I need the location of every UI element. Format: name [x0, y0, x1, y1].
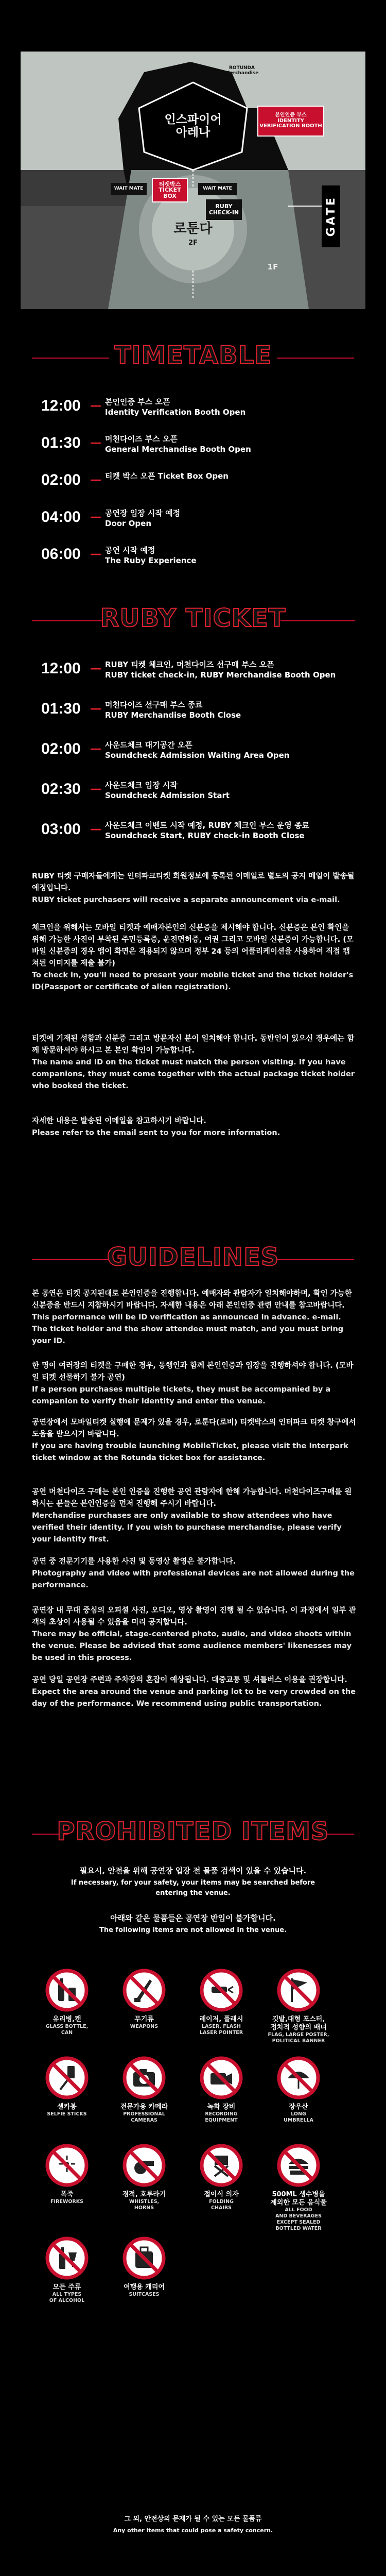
prohibited-item-en: WHISTLES, HORNS [129, 2199, 160, 2211]
prohibited-item [262, 1968, 335, 2044]
ruby-paragraph-ko: 티켓에 기재된 성함과 신분증 그리고 방문자신 분이 일치해야 합니다. 동반인이 있으신 경우에는 함께 방문하셔야 하시고 본 본인 확인이 가능합니다. [32, 1035, 355, 1055]
guidelines-paragraph-en: Photography and video with professional devices are not allowed during the performance. [32, 1569, 355, 1589]
prohibited-item-en: GLASS BOTTLE, CAN [45, 2024, 89, 2036]
ruby-desc-ko: 사운드체크 입장 시작 [105, 781, 178, 790]
timetable-row [41, 397, 350, 417]
selfie-stick-icon [31, 2056, 103, 2100]
timetable-desc-ko: 머천다이즈 부스 오픈 [105, 434, 178, 444]
ruby-desc-en: Soundcheck Admission Start [105, 791, 230, 800]
timetable-desc-ko: 티켓 박스 오픈 Ticket Box Open [105, 471, 229, 481]
guidelines-title: GUIDELINES [107, 1243, 279, 1272]
guidelines-paragraph-ko: 공연 중 전문기기를 사용한 사진 및 동영상 촬영은 불가합니다. [32, 1557, 236, 1566]
ruby-paragraph [32, 1115, 356, 1139]
timetable-desc [105, 471, 350, 489]
venue-map-drawing [21, 52, 365, 309]
map-id-booth: 본인인증 부스 IDENTITY VERIFICATION BOOTH [257, 106, 324, 137]
prohibited-item-en: SUITCASES [129, 2292, 160, 2297]
prohibited-item [108, 2143, 180, 2211]
fireworks-icon [31, 2143, 103, 2188]
guidelines-paragraph [32, 1417, 356, 1464]
ruby-paragraph [32, 922, 356, 993]
timetable-desc-en: Identity Verification Booth Open [105, 408, 246, 417]
ruby-row [41, 700, 350, 720]
guidelines-paragraph-en: Merchandise purchases are only available to show attendees who have verified their identity. If you wish to purchase merchandise, please verify your identity first. [32, 1512, 342, 1544]
ruby-paragraph-en: Please refer to the email sent to you for more information. [32, 1129, 280, 1137]
prohibited-item [185, 1968, 257, 2036]
suitcase-icon [108, 2236, 180, 2280]
prohibited-item [262, 2056, 335, 2124]
ruby-desc [105, 659, 350, 680]
prohibited-intro-en2: entering the venue. [155, 1889, 231, 1897]
guidelines-paragraph-en: If you are having trouble launching MobileTicket, please visit the Interpark ticket window at the Rotunda ticket box for assistance. [32, 1442, 349, 1462]
ruby-desc-ko: 사운드체크 이벤트 시작 예정, RUBY 체크인 부스 운영 종료 [105, 821, 309, 830]
ruby-time: 12:00 [41, 660, 81, 677]
timetable-time: 04:00 [41, 509, 81, 526]
timetable-desc [105, 545, 350, 566]
timetable-desc [105, 434, 350, 454]
ruby-dash: — [90, 783, 101, 795]
ruby-dash: — [90, 742, 101, 755]
guidelines-paragraph-ko: 한 명이 여러장의 티켓을 구매한 경우, 동행인과 함께 본인인증과 입장을 진행하셔야 합니다. (모바일 티켓 선물하기 불가 공연) [32, 1362, 354, 1382]
guidelines-paragraph [32, 1486, 356, 1546]
ruby-dash: — [90, 823, 101, 836]
prohibited-item [108, 2056, 180, 2124]
camera-icon [108, 2056, 180, 2100]
prohibited-foot-ko: 그 외, 안전상의 문제가 될 수 있는 모든 물품류 [124, 2515, 262, 2523]
prohibited-item-en: SELFIE STICKS [47, 2111, 87, 2117]
ruby-row [41, 659, 350, 680]
ruby-desc-en: Soundcheck Start, RUBY check-in Booth Close [105, 831, 305, 840]
prohibited-item-ko: 500ML 생수병을 제외한 모든 음식물 [270, 2191, 327, 2207]
prohibited-item [31, 2236, 103, 2304]
map-waitmate-left: WAIT MATE [111, 183, 147, 195]
prohibited-item [31, 2143, 103, 2205]
prohibited-item-ko: 장우산 [289, 2103, 308, 2111]
prohibited-item-en: FIREWORKS [50, 2199, 83, 2205]
map-gate [322, 185, 340, 247]
prohibited-header [0, 1811, 386, 1857]
timetable-time: 06:00 [41, 546, 81, 563]
timetable-time: 02:00 [41, 471, 81, 488]
ruby-dash: — [90, 702, 101, 715]
bottle-can-icon [31, 1968, 103, 2012]
ruby-desc-en: RUBY ticket check-in, RUBY Merchandise Booth Open [105, 670, 336, 680]
prohibited-item [31, 1968, 103, 2036]
timetable-desc-en: The Ruby Experience [105, 556, 197, 565]
prohibited-intro-en1: If necessary, for your safety, your items may be searched before [71, 1879, 315, 1887]
prohibited-item-ko: 무기류 [134, 2015, 154, 2023]
ruby-desc [105, 780, 350, 801]
prohibited-item-ko: 녹화 장비 [207, 2103, 236, 2111]
timetable-row [41, 471, 350, 489]
prohibited-item-ko: 유리병,캔 [52, 2015, 81, 2023]
prohibited-item-ko: 깃발,대형 포스터, 정치적 성향의 배너 [270, 2015, 327, 2031]
guidelines-paragraph-en: This performance will be ID verification as announced in advance. e-mail. The ticket holder and the show attendee must match, and you must bring your ID. [32, 1313, 344, 1345]
prohibited-item-en: FLAG, LARGE POSTER, POLITICAL BANNER [268, 2032, 329, 2044]
guidelines-paragraph [32, 1605, 356, 1664]
prohibited-item [108, 2236, 180, 2298]
prohibited-item [31, 2056, 103, 2117]
timetable-time: 01:30 [41, 434, 81, 451]
ruby-desc-ko: RUBY 티켓 체크인, 머천다이즈 선구매 부스 오픈 [105, 660, 274, 669]
flag-icon [262, 1968, 335, 2012]
ruby-row [41, 820, 350, 841]
timetable-dash: — [90, 399, 101, 412]
guidelines-paragraph-ko: 공연 머천다이즈 구매는 본인 인증을 진행한 공연 관람자에 한해 가능합니다. 머천다이즈구매를 원하시는 분들은 본인인증을 먼저 진행해 주시기 바랍니다. [32, 1488, 352, 1508]
guidelines-paragraph [32, 1674, 356, 1710]
guidelines-paragraph [32, 1360, 356, 1408]
ruby-time: 03:00 [41, 821, 81, 838]
timetable-desc-ko: 공연 시작 예정 [105, 546, 155, 555]
timetable-desc [105, 508, 350, 529]
prohibited-item-ko: 접이식 의자 [204, 2191, 239, 2198]
prohibited-item-en: ALL FOOD AND BEVERAGES EXCEPT SEALED BOTTLED WATER [275, 2207, 322, 2231]
prohibited-item-ko: 경적, 호루라기 [122, 2191, 166, 2198]
map-waitmate-right: WAIT MATE [198, 183, 237, 195]
food-icon [262, 2143, 335, 2188]
prohibited-item-ko: 폭죽 [60, 2191, 74, 2198]
map-ruby-checkin: RUBY CHECK-IN [206, 199, 242, 220]
map-ticket-box: 티켓박스 TICKET BOX [152, 178, 188, 202]
guidelines-paragraph-en: There may be official, stage-centered photo, audio, and video shoots within the venue. Please be advised that some audience members' likenesses may be used in this process. [32, 1630, 352, 1662]
prohibited-foot-en: Any other items that could pose a safety concern. [113, 2527, 273, 2534]
ruby-desc [105, 820, 350, 841]
prohibited-item [185, 2056, 257, 2124]
guidelines-header [0, 1236, 386, 1283]
alcohol-icon [31, 2236, 103, 2280]
map-merch-label: ROTUNDA Merchandise [225, 65, 259, 76]
guidelines-paragraph-ko: 공연장 내 무대 중심의 오피셜 사진, 오디오, 영상 촬영이 진행 될 수 있습니다. 이 과정에서 일부 관객의 초상이 사용될 수 있음을 미리 공지합니다. [32, 1606, 356, 1626]
timetable-row [41, 508, 350, 529]
ruby-dash: — [90, 662, 101, 675]
chair-icon [185, 2143, 257, 2188]
prohibited-item-en: ALL TYPES OF ALCOHOL [49, 2292, 85, 2303]
ruby-paragraph-en: To check in, you'll need to present your mobile ticket and the ticket holder's ID(Passport or certificate of alien registration). [32, 971, 354, 991]
timetable-desc-ko: 본인인증 부스 오픈 [105, 397, 170, 406]
timetable-desc [105, 397, 350, 417]
ruby-paragraph-ko: 체크인을 위해서는 모바일 티켓과 예매자본인의 신분증을 제시해야 합니다. 신분증은 본인 확인을 위해 가능한 사진이 부착된 주민등록증, 운전면허증, 여권 그리고 모바일 신분증이 가능합니다. (모바일 신분증의 경우 앱이 화면은 적용되지 않으며 정부 24 등의 어플리케이션을 사용하여 직접 캡쳐된 이미지를 제출 불가) [32, 924, 354, 968]
map-gate-label: GATE [324, 196, 338, 237]
timetable-dash: — [90, 473, 101, 486]
ruby-paragraph [32, 871, 356, 906]
ruby-desc-ko: 사운드체크 대기공간 오픈 [105, 740, 192, 750]
prohibited-item-en: LONG UMBRELLA [284, 2111, 313, 2123]
ruby-desc-ko: 머천다이즈 선구매 부스 종료 [105, 700, 203, 709]
prohibited-item-en: PROFESSIONAL CAMERAS [123, 2111, 165, 2123]
guidelines-paragraph-en: If a person purchases multiple tickets, they must be accompanied by a companion to verify their identity and enter the venue. [32, 1385, 331, 1405]
whistle-icon [108, 2143, 180, 2188]
prohibited-item [108, 1968, 180, 2030]
ruby-paragraph-ko: 자세한 내용은 발송된 이메일을 참고하시기 바랍니다. [32, 1117, 206, 1125]
ruby-desc-en: RUBY Merchandise Booth Close [105, 710, 241, 720]
prohibited-item [185, 2143, 257, 2211]
venue-map [21, 52, 365, 309]
timetable-desc-en: General Merchandise Booth Open [105, 445, 251, 454]
map-floor-1f: 1F [267, 262, 278, 272]
prohibited-item-ko: 레이저, 플래시 [199, 2015, 243, 2023]
timetable-title: TIMETABLE [114, 341, 272, 370]
ruby-desc [105, 740, 350, 760]
prohibited-intro-ko: 필요시, 안전을 위해 공연장 입장 전 물품 검색이 있을 수 있습니다. [79, 1866, 307, 1875]
prohibited-item-en: LASER, FLASH LASER POINTER [199, 2024, 243, 2036]
ruby-paragraph-en: The name and ID on the ticket must match the person visiting. If you have companions, they must come together with the actual package ticket holder who booked the ticket. [32, 1058, 355, 1090]
ruby-paragraph-ko: RUBY 티켓 구매자들에게는 인터파크티켓 회원정보에 등록된 이메일로 별도의 공지 메일이 발송될 예정입니다. [32, 872, 355, 892]
map-arena-title: 인스파이어 아레나 [164, 113, 222, 140]
recorder-icon [185, 2056, 257, 2100]
ruby-paragraph-en: RUBY ticket purchasers will receive a separate announcement via e-mail. [32, 896, 340, 904]
prohibited-title: PROHIBITED ITEMS [57, 1817, 329, 1846]
prohibited-item-ko: 모든 주류 [52, 2283, 81, 2291]
prohibited-list-en: The following items are not allowed in the venue. [99, 1926, 287, 1934]
prohibited-item-ko: 셀카봉 [57, 2103, 77, 2111]
prohibited-item [262, 2143, 335, 2232]
ruby-row [41, 780, 350, 801]
timetable-row [41, 434, 350, 454]
ruby-time: 02:00 [41, 740, 81, 757]
timetable-header [0, 335, 386, 381]
prohibited-item-ko: 여행용 캐리어 [124, 2283, 165, 2291]
prohibited-item-en: WEAPONS [130, 2024, 159, 2029]
timetable-dash: — [90, 511, 101, 523]
guidelines-paragraph-ko: 본 공연은 티켓 공지된대로 본인인증을 진행합니다. 예매자와 관람자가 일치해야하며, 확인 가능한 신분증을 반드시 지참하시기 바랍니다. 자세한 내용은 아래 본인인증 관련 안내를 참고바랍니다. [32, 1290, 352, 1310]
ruby-desc [105, 700, 350, 720]
ruby-title: RUBY TICKET [100, 604, 286, 633]
umbrella-icon [262, 2056, 335, 2100]
timetable-desc-ko: 공연장 입장 시작 예정 [105, 509, 181, 518]
prohibited-list-ko: 아래와 같은 물품들은 공연장 반입이 불가합니다. [110, 1913, 276, 1923]
prohibited-item-ko: 전문가용 카메라 [120, 2103, 168, 2111]
ruby-time: 02:30 [41, 781, 81, 798]
knife-icon [108, 1968, 180, 2012]
timetable-time: 12:00 [41, 397, 81, 414]
ruby-desc-en: Soundcheck Admission Waiting Area Open [105, 751, 290, 760]
laser-pointer-icon [185, 1968, 257, 2012]
ruby-time: 01:30 [41, 700, 81, 717]
timetable-row [41, 545, 350, 566]
ruby-row [41, 740, 350, 760]
guidelines-paragraph [32, 1556, 356, 1591]
ruby-paragraph [32, 1033, 356, 1092]
map-rotunda-label: 로툰다 [173, 221, 213, 236]
prohibited-item-en: RECORDING EQUIPMENT [205, 2111, 238, 2123]
timetable-dash: — [90, 548, 101, 561]
timetable-desc-en: Door Open [105, 519, 152, 528]
guidelines-paragraph-ko: 공연 당일 공연장 주변과 주차장의 혼잡이 예상됩니다. 대중교통 및 셔틀버스 이용을 권장합니다. [32, 1676, 347, 1684]
guidelines-paragraph-en: Expect the area around the venue and parking lot to be very crowded on the day of the performance. We recommend using public transportation. [32, 1688, 356, 1708]
prohibited-item-en: FOLDING CHAIRS [209, 2199, 234, 2211]
guidelines-paragraph-ko: 공연장에서 모바일티켓 실행에 문제가 있을 경우, 로툰다(로비) 티켓박스의 인터파크 티켓 창구에서 도움을 받으시기 바랍니다. [32, 1418, 356, 1438]
guidelines-paragraph [32, 1288, 356, 1347]
map-rotunda-floor: 2F [188, 239, 198, 247]
ruby-header [0, 598, 386, 644]
timetable-dash: — [90, 436, 101, 449]
